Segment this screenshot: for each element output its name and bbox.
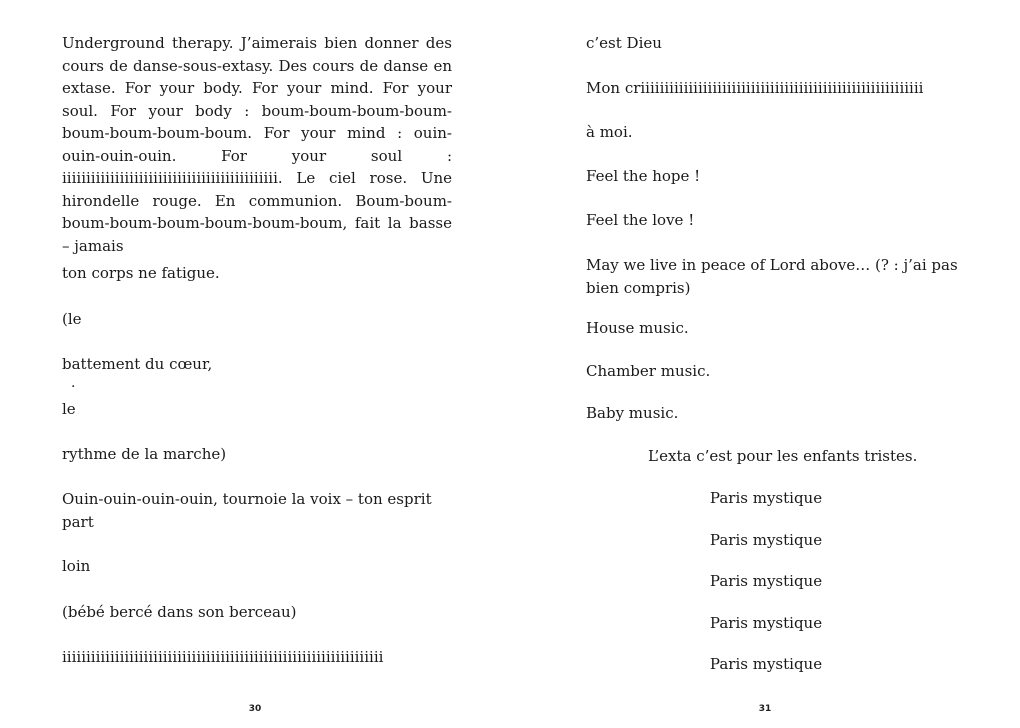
text-line: Feel the love ! (586, 211, 695, 229)
text-line: Chamber music. (586, 362, 711, 380)
text-line: battement du cœur, (62, 355, 213, 373)
text-line: iiiiiiiiiiiiiiiiiiiiiiiiiiiiiiiiiiiiiiiiiiiiiiiiiiiiiiiiiiiiiiiiiii (62, 648, 384, 666)
refrain-line: Paris mystique (709, 614, 823, 632)
text-line: ton corps ne fatigue. (62, 264, 220, 282)
text-line: May we live in peace of Lord above… (? : j’ai pas bien compris) (586, 256, 958, 297)
text-line: Feel the hope ! (586, 167, 701, 185)
text-line: rythme de la marche) (62, 445, 227, 463)
right-page (510, 0, 1020, 728)
refrain-line: Paris mystique (709, 531, 823, 549)
text-line: (le (62, 310, 82, 328)
text-line: (bébé bercé dans son berceau) (62, 603, 297, 621)
refrain-line: Paris mystique (709, 489, 823, 507)
text-line: Mon criiiiiiiiiiiiiiiiiiiiiiiiiiiiiiiiiiiiiiiiiiiiiiiiiiiiiiiiiii (586, 79, 924, 97)
refrain-line: Paris mystique (709, 655, 823, 673)
opening-paragraph: Underground therapy. J’aimerais bien donner des cours de danse-sous-extasy. Des cours de danse en extase. For your body. For your mind. For your soul. For your body : boum-boum-boum-boum-boum-boum-boum-boum. For your mind : ouin-ouin-ouin-ouin. For your soul : iiiiiiiiiiiiiiiiiiiiiiiiiiiiiiiiiiiiiiiiiiiii. Le ciel rose. Une hirondelle rouge. En communion. Boum-boum-boum-boum-boum-boum-boum-boum, fait la basse – jamais (62, 34, 452, 255)
text-line: à moi. (586, 123, 633, 141)
centered-line: L’exta c’est pour les enfants tristes. (648, 447, 918, 465)
page-number-right: 31 (758, 704, 772, 714)
text-line: Baby music. (586, 404, 679, 422)
refrain-line: Paris mystique (709, 572, 823, 590)
text-line: loin (62, 557, 91, 575)
text-line: le (62, 400, 76, 418)
text-line: House music. (586, 319, 689, 337)
text-line: Ouin-ouin-ouin-ouin, tournoie la voix – ton esprit part (62, 490, 432, 531)
ink-dot: · (71, 379, 76, 395)
page-number-left: 30 (248, 704, 262, 714)
text-line: c’est Dieu (586, 34, 662, 52)
